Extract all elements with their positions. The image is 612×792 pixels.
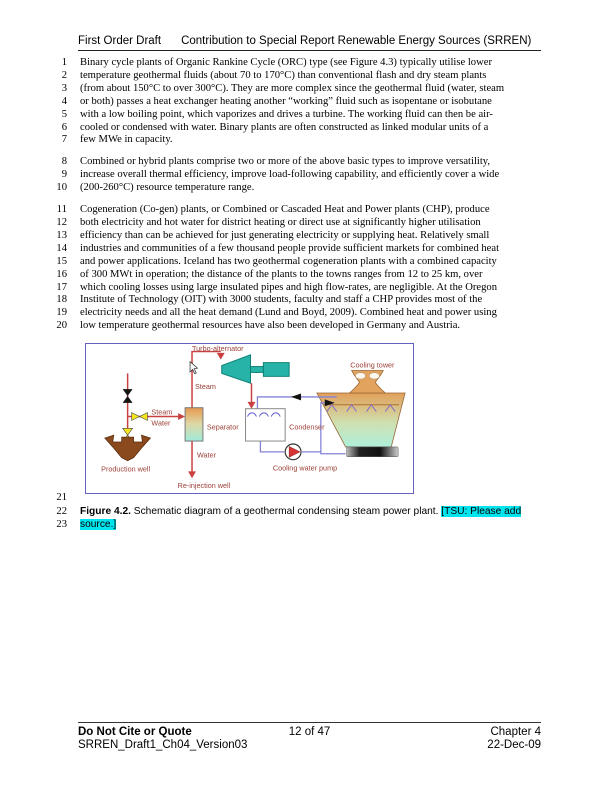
- line-text: increase overall thermal efficiency, improve load-following capability, and efficiently cover a wide: [80, 169, 500, 181]
- line-number: 20: [56, 320, 67, 332]
- tsu-note-highlight: [TSU: Please add: [441, 506, 522, 517]
- body-line: [51, 134, 571, 147]
- label-separator: Separator: [206, 422, 239, 432]
- footer-page-number: 12 of 47: [288, 726, 331, 738]
- body-line: [51, 57, 571, 70]
- figure-4-2-image: [85, 343, 414, 494]
- cursor-artifact-icon: [190, 362, 197, 374]
- body-line: [51, 243, 571, 256]
- line-text: of 300 MWt in operation; the distance of the plants to the towns ranges from 12 to 25 km, over: [80, 268, 483, 280]
- line-number: 13: [56, 229, 67, 241]
- line-text: Combined or hybrid plants comprise two or more of the above basic types to improve versatility,: [80, 156, 491, 168]
- line-text: (200-260°C) resource temperature range.: [80, 182, 255, 194]
- line-text: Cogeneration (Co-gen) plants, or Combined or Cascaded Heat and Power plants (CHP), produce: [80, 204, 490, 216]
- line-text: efficiency than can be achieved for just generating electricity or supplying heat. Relatively small: [80, 229, 490, 241]
- label-production-well: Production well: [101, 464, 151, 474]
- line-text: cooled or condensed with water. Binary plants are often constructed as linked modular units of a: [80, 121, 489, 133]
- caption-text: [80, 518, 116, 531]
- footer-document-id: SRREN_Draft1_Ch04_Version03: [78, 739, 248, 751]
- line-text: few MWe in capacity.: [80, 134, 173, 146]
- figure-caption: [51, 505, 571, 531]
- body-line: [51, 320, 571, 333]
- line-text: both electricity and hot water for district heating or direct use at significantly higher utilisation: [80, 216, 481, 228]
- footer-date: 22-Dec-09: [487, 739, 541, 751]
- line-text: which cooling losses using large insulated pipes and high flow-rates, are negligible. At the Oregon: [80, 281, 497, 293]
- line-number: 15: [56, 255, 67, 267]
- paragraph: [51, 204, 571, 333]
- line-number: 17: [56, 281, 67, 293]
- footer-cite-notice: Do Not Cite or Quote: [78, 726, 192, 738]
- caption-text: [80, 505, 521, 518]
- body-line: [51, 70, 571, 83]
- figure-number-label: Figure 4.2.: [80, 506, 131, 517]
- body-line: [51, 217, 571, 230]
- cooling-tower-stack: [350, 370, 386, 393]
- cooling-tower-body: [317, 393, 405, 447]
- line-number: 5: [61, 108, 67, 120]
- body-line: [51, 204, 571, 217]
- flow-arrow-left-icon: [291, 394, 301, 401]
- label-turbo-alternator: Turbo-alternator: [192, 344, 244, 353]
- tower-basin: [347, 447, 399, 457]
- line-number: 2: [61, 69, 67, 81]
- line-number: 14: [56, 242, 67, 254]
- line-number: 9: [61, 169, 67, 181]
- body-line: [51, 269, 571, 282]
- line-number-21: 21: [56, 492, 67, 503]
- steam-plume: [355, 373, 365, 379]
- steam-plume: [369, 373, 379, 379]
- body-line: [51, 256, 571, 269]
- paragraph: [51, 156, 571, 195]
- body-line: [51, 182, 571, 195]
- caption-body-text: Schematic diagram of a geothermal condensing steam power plant.: [130, 506, 442, 517]
- line-number: 8: [61, 156, 67, 168]
- body-line: [51, 282, 571, 295]
- line-text: temperature geothermal fluids (about 70 to 170°C) than conventional flash and dry steam plants: [80, 69, 487, 81]
- header-report-title: Contribution to Special Report Renewable Energy Sources (SRREN): [181, 35, 532, 47]
- caption-line: [51, 518, 571, 531]
- label-steam-top: Steam: [195, 382, 216, 392]
- line-text: Binary cycle plants of Organic Rankine Cycle (ORC) type (see Figure 4.3) typically utilise lower: [80, 57, 492, 68]
- separator-vessel: [185, 408, 203, 441]
- body-line: [51, 294, 571, 307]
- body-line: [51, 230, 571, 243]
- body-line: [51, 83, 571, 96]
- line-number: 10: [56, 182, 67, 194]
- line-number: 1: [61, 57, 67, 68]
- line-text: and power applications. Iceland has two geothermal cogeneration plants with a combined capacity: [80, 255, 497, 267]
- footer-chapter: Chapter 4: [490, 726, 541, 738]
- line-text: with a low boiling point, which vaporizes and drives a turbine. The working fluid can then be air-: [80, 108, 493, 120]
- body-line: [51, 307, 571, 320]
- production-well-shape: [105, 435, 151, 460]
- line-number: 18: [56, 294, 67, 306]
- page-header: [78, 35, 541, 51]
- body-line: [51, 96, 571, 109]
- label-water-branch: Water: [151, 418, 171, 428]
- line-number: 3: [61, 82, 67, 94]
- line-number: 12: [56, 216, 67, 228]
- turbine-shaft: [250, 367, 263, 373]
- paragraph: [51, 57, 571, 147]
- label-cooling-tower: Cooling tower: [350, 360, 395, 370]
- body-line: [51, 122, 571, 135]
- line-number: 6: [61, 121, 67, 133]
- label-steam-branch: Steam: [151, 407, 173, 417]
- body-text-block: [51, 57, 571, 342]
- label-water-out: Water: [196, 450, 216, 460]
- line-text: or both) passes a heat exchanger heating another “working” fluid such as isopentane or isobutane: [80, 95, 492, 107]
- header-draft-status: First Order Draft: [78, 35, 162, 47]
- yellow-valve-icon: [132, 413, 148, 421]
- tsu-note-highlight: source.]: [80, 519, 117, 531]
- label-reinjection-well: Re-injection well: [177, 481, 231, 491]
- label-cooling-water-pump: Cooling water pump: [272, 463, 338, 473]
- line-number: 7: [61, 134, 67, 146]
- label-condenser: Condenser: [289, 422, 325, 432]
- line-number: 23: [56, 519, 67, 531]
- body-line: [51, 109, 571, 122]
- page-footer: [78, 722, 541, 752]
- line-number: 19: [56, 307, 67, 319]
- line-text: (from about 150°C to over 300°C). They are more complex since the geothermal fluid (water, steam: [80, 82, 505, 94]
- line-text: electricity needs and all the heat demand (Lund and Boyd, 2009). Combined heat and power using: [80, 307, 497, 319]
- line-text: low temperature geothermal resources have also been developed in Germany and Austria.: [80, 320, 461, 332]
- line-text: Institute of Technology (OIT) with 3000 students, faculty and staff a CHP provides most of the: [80, 294, 483, 306]
- body-line: [51, 169, 571, 182]
- line-number: 4: [61, 95, 67, 107]
- caption-line: [51, 505, 571, 518]
- body-line: [51, 156, 571, 169]
- turbine-shape: [222, 355, 251, 383]
- line-number: 16: [56, 268, 67, 280]
- alternator-shape: [263, 363, 289, 377]
- line-text: industries and communities of a few thousand people provide sufficient markets for combined heat: [80, 242, 500, 254]
- line-number: 22: [56, 506, 67, 517]
- geothermal-plant-diagram: [86, 344, 413, 493]
- line-number: 11: [56, 204, 67, 216]
